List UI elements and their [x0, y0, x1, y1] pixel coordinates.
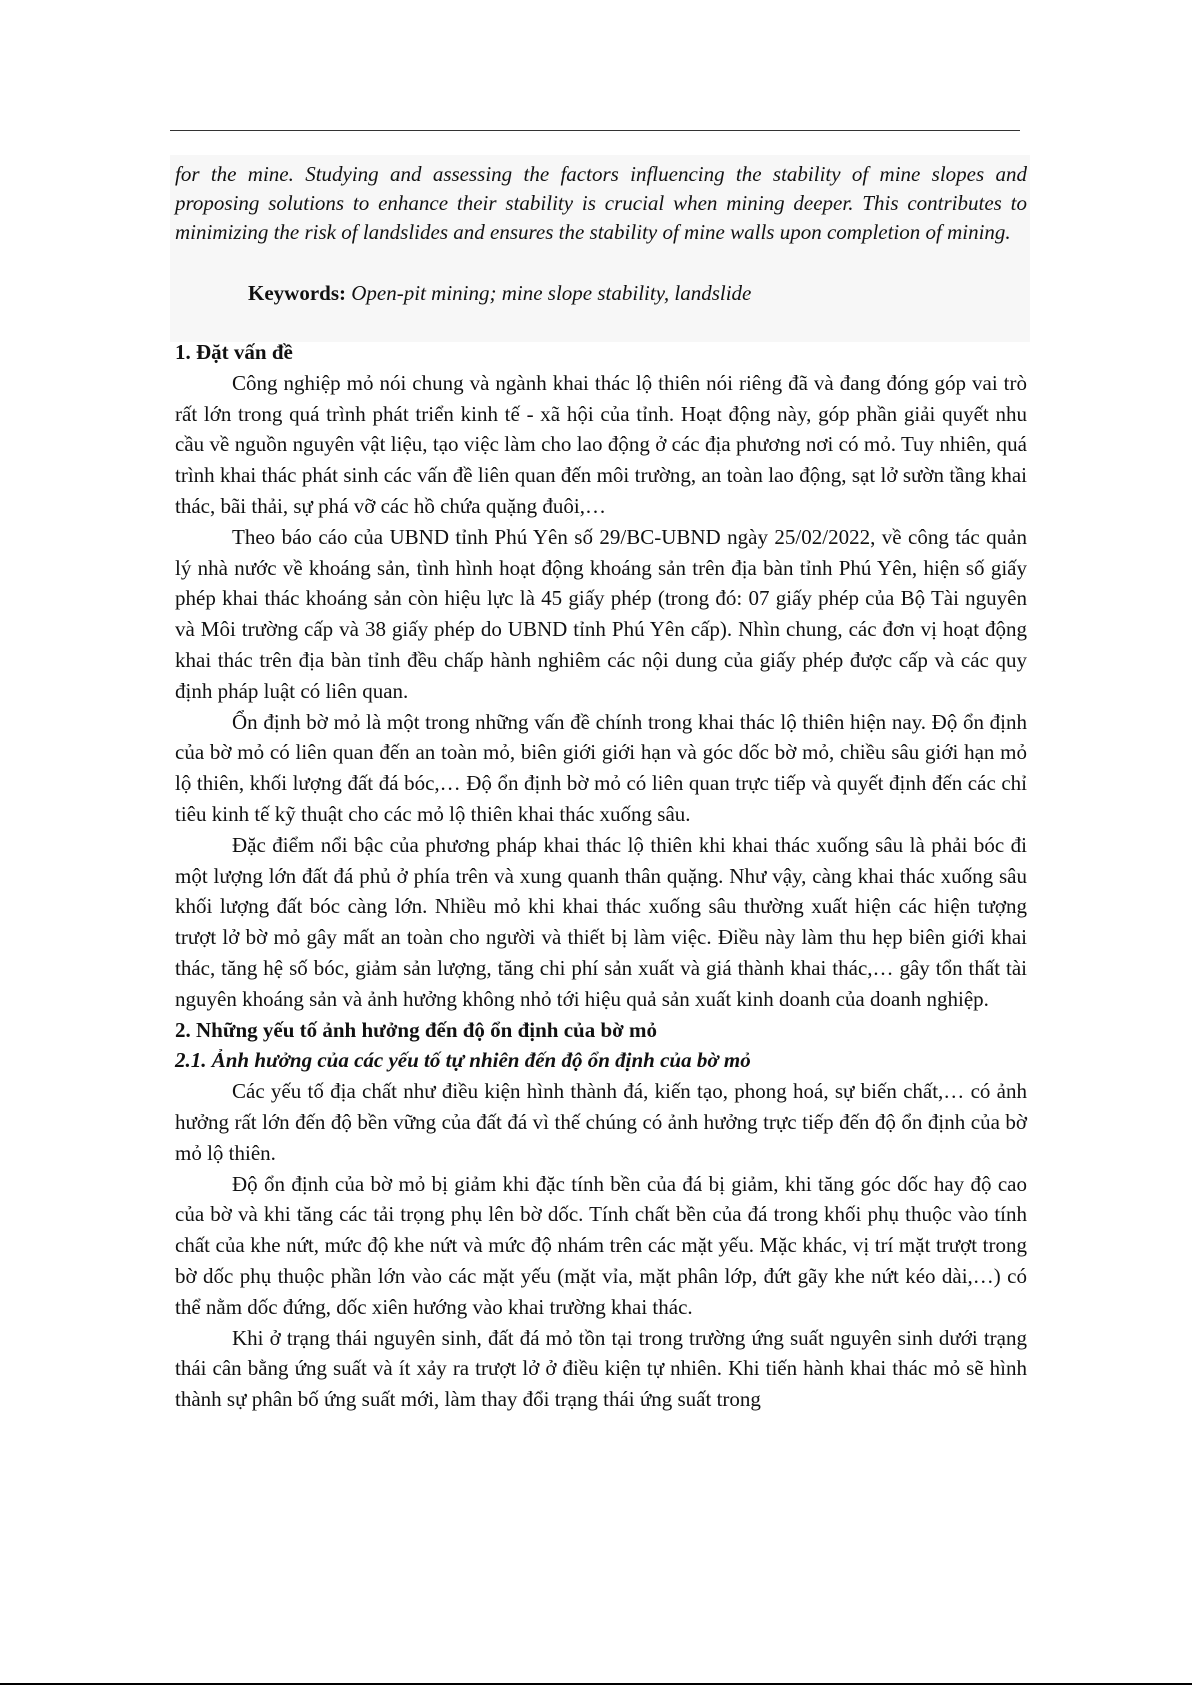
- section-1-paragraph: Theo báo cáo của UBND tỉnh Phú Yên số 29/BC-UBND ngày 25/02/2022, về công tác quản lý nhà nước về khoáng sản, tình hình hoạt động khoáng sản trên địa bàn tỉnh Phú Yên, hiện số giấy phép khai thác khoáng sản còn hiệu lực là 45 giấy phép (trong đó: 07 giấy phép của Bộ Tài nguyên và Môi trường cấp và 38 giấy phép do UBND tỉnh Phú Yên cấp). Nhìn chung, các đơn vị hoạt động khai thác trên địa bàn tỉnh đều chấp hành nghiêm các nội dung của giấy phép được cấp và các quy định pháp luật có liên quan.: [175, 524, 1027, 703]
- section-1-paragraph: Đặc điểm nổi bậc của phương pháp khai thác lộ thiên khi khai thác xuống sâu là phải bóc đi một lượng lớn đất đá phủ ở phía trên và xung quanh thân quặng. Như vậy, càng khai thác xuống sâu khối lượng đất bóc càng lớn. Nhiều mỏ khi khai thác xuống sâu thường xuất hiện các hiện tượng trượt lở bờ mỏ gây mất an toàn cho người và thiết bị làm việc. Điều này làm thu hẹp biên giới khai thác, tăng hệ số bóc, giảm sản lượng, tăng chi phí sản xuất và giá thành khai thác,… gây tổn thất tài nguyên khoáng sản và ảnh hưởng không nhỏ tới hiệu quả sản xuất kinh doanh của doanh nghiệp.: [175, 832, 1027, 1011]
- section-1-heading: 1. Đặt vấn đề: [175, 340, 293, 364]
- keywords-line: [248, 279, 1028, 308]
- article-body: [175, 337, 1027, 1415]
- keywords-label: Keywords:: [248, 281, 346, 305]
- section-2-paragraph: Độ ổn định của bờ mỏ bị giảm khi đặc tính bền của đá bị giảm, khi tăng góc dốc hay độ cao của bờ và khi tăng các tải trọng phụ lên bờ dốc. Tính chất bền của đá trong khối phụ thuộc vào tính chất của khe nứt, mức độ khe nứt và mức độ nhám trên các mặt yếu. Mặc khác, vị trí mặt trượt trong bờ dốc phụ thuộc phần lớn vào các mặt yếu (mặt vỉa, mặt phân lớp, đứt gãy khe nứt kéo dài,…) có thể nằm dốc đứng, dốc xiên hướng vào khai trường khai thác.: [175, 1171, 1027, 1319]
- header-rule: [170, 130, 1020, 131]
- section-1-paragraph: Ổn định bờ mỏ là một trong những vấn đề chính trong khai thác lộ thiên hiện nay. Độ ổn định của bờ mỏ có liên quan đến an toàn mỏ, biên giới giới hạn và góc dốc bờ mỏ, chiều sâu giới hạn mỏ lộ thiên, khối lượng đất đá bóc,… Độ ổn định bờ mỏ có liên quan trực tiếp và quyết định đến các chỉ tiêu kinh tế kỹ thuật cho các mỏ lộ thiên khai thác xuống sâu.: [175, 709, 1027, 826]
- section-1-paragraph: Công nghiệp mỏ nói chung và ngành khai thác lộ thiên nói riêng đã và đang đóng góp vai trò rất lớn trong quá trình phát triển kinh tế - xã hội của tỉnh. Hoạt động này, góp phần giải quyết nhu cầu về nguồn nguyên vật liệu, tạo việc làm cho lao động ở các địa phương nơi có mỏ. Tuy nhiên, quá trình khai thác phát sinh các vấn đề liên quan đến môi trường, an toàn lao động, sạt lở sườn tầng khai thác, bãi thải, sự phá vỡ các hồ chứa quặng đuôi,…: [175, 370, 1027, 518]
- abstract-text: for the mine. Studying and assessing the factors influencing the stability of mine slopes and proposing solutions to enhance their stability is crucial when mining deeper. This contributes to minimizing the risk of landslides and ensures the stability of mine walls upon completion of mining.: [175, 162, 1027, 244]
- keywords-value: Open-pit mining; mine slope stability, landslide: [351, 281, 752, 305]
- section-2-paragraph: Khi ở trạng thái nguyên sinh, đất đá mỏ tồn tại trong trường ứng suất nguyên sinh dưới trạng thái cân bằng ứng suất và ít xảy ra trượt lở ở điều kiện tự nhiên. Khi tiến hành khai thác mỏ sẽ hình thành sự phân bố ứng suất mới, làm thay đổi trạng thái ứng suất trong: [175, 1325, 1027, 1412]
- section-2-1-subheading: 2.1. Ảnh hưởng của các yếu tố tự nhiên đến độ ổn định của bờ mỏ: [175, 1048, 751, 1073]
- section-2-paragraph: Các yếu tố địa chất như điều kiện hình thành đá, kiến tạo, phong hoá, sự biến chất,… có ảnh hưởng rất lớn đến độ bền vững của đất đá vì thế chúng có ảnh hưởng trực tiếp đến độ ổn định của bờ mỏ lộ thiên.: [175, 1079, 1027, 1165]
- section-2-heading: 2. Những yếu tố ảnh hưởng đến độ ổn định của bờ mỏ: [175, 1017, 658, 1042]
